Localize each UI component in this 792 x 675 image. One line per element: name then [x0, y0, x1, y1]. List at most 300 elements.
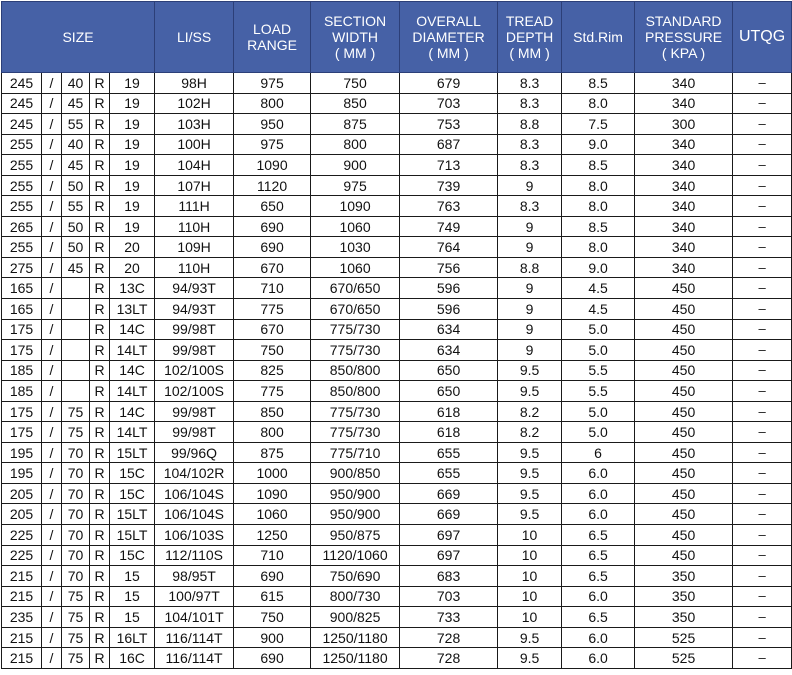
cell-li-ss: 100/97T — [155, 586, 234, 607]
cell-tread-depth: 9 — [498, 299, 562, 320]
cell-slash: / — [42, 196, 62, 217]
cell-utqg: – — [733, 319, 792, 340]
cell-slash: / — [42, 545, 62, 566]
cell-li-ss: 106/104S — [155, 504, 234, 525]
cell-tread-depth: 9.5 — [498, 381, 562, 402]
cell-overall-diameter: 618 — [400, 401, 498, 422]
cell-construction: R — [90, 483, 110, 504]
cell-section-width: 775/730 — [311, 401, 400, 422]
header-std-rim: Std.Rim — [562, 2, 635, 73]
cell-load-range: 750 — [234, 607, 311, 628]
cell-overall-diameter: 596 — [400, 278, 498, 299]
cell-utqg: – — [733, 463, 792, 484]
cell-tread-depth: 9 — [498, 340, 562, 361]
cell-width: 245 — [2, 114, 42, 135]
cell-section-width: 1030 — [311, 237, 400, 258]
cell-width: 255 — [2, 134, 42, 155]
cell-tread-depth: 8.3 — [498, 196, 562, 217]
cell-width: 175 — [2, 422, 42, 443]
cell-load-range: 670 — [234, 257, 311, 278]
cell-li-ss: 99/98T — [155, 422, 234, 443]
cell-utqg: – — [733, 278, 792, 299]
cell-standard-pressure: 450 — [635, 483, 733, 504]
cell-slash: / — [42, 483, 62, 504]
cell-width: 215 — [2, 566, 42, 587]
cell-li-ss: 104H — [155, 155, 234, 176]
cell-construction: R — [90, 586, 110, 607]
cell-slash: / — [42, 237, 62, 258]
cell-tread-depth: 9.5 — [498, 360, 562, 381]
cell-section-width: 775/730 — [311, 422, 400, 443]
cell-section-width: 800 — [311, 134, 400, 155]
cell-slash: / — [42, 155, 62, 176]
cell-li-ss: 111H — [155, 196, 234, 217]
header-overall-diameter: OVERALL DIAMETER ( MM ) — [400, 2, 498, 73]
cell-li-ss: 98/95T — [155, 566, 234, 587]
cell-construction: R — [90, 114, 110, 135]
cell-construction: R — [90, 566, 110, 587]
cell-li-ss: 99/96Q — [155, 442, 234, 463]
cell-std-rim: 9.0 — [562, 257, 635, 278]
cell-section-width: 900/825 — [311, 607, 400, 628]
cell-tread-depth: 10 — [498, 545, 562, 566]
cell-standard-pressure: 340 — [635, 237, 733, 258]
cell-load-range: 650 — [234, 196, 311, 217]
cell-utqg: – — [733, 648, 792, 669]
cell-rim-diameter: 15C — [110, 463, 155, 484]
cell-load-range: 825 — [234, 360, 311, 381]
cell-rim-diameter: 19 — [110, 73, 155, 94]
cell-overall-diameter: 655 — [400, 463, 498, 484]
cell-standard-pressure: 450 — [635, 360, 733, 381]
cell-construction: R — [90, 175, 110, 196]
cell-tread-depth: 8.8 — [498, 257, 562, 278]
table-row — [2, 340, 792, 361]
cell-slash: / — [42, 648, 62, 669]
cell-aspect-ratio — [62, 360, 90, 381]
cell-load-range: 1000 — [234, 463, 311, 484]
cell-std-rim: 6.0 — [562, 463, 635, 484]
cell-standard-pressure: 340 — [635, 257, 733, 278]
cell-standard-pressure: 450 — [635, 381, 733, 402]
cell-aspect-ratio — [62, 340, 90, 361]
cell-utqg: – — [733, 545, 792, 566]
cell-standard-pressure: 340 — [635, 175, 733, 196]
cell-utqg: – — [733, 607, 792, 628]
cell-std-rim: 8.5 — [562, 216, 635, 237]
cell-rim-diameter: 19 — [110, 93, 155, 114]
cell-standard-pressure: 450 — [635, 504, 733, 525]
table-row — [2, 648, 792, 669]
cell-section-width: 950/875 — [311, 525, 400, 546]
cell-std-rim: 5.0 — [562, 340, 635, 361]
cell-rim-diameter: 19 — [110, 196, 155, 217]
cell-slash: / — [42, 360, 62, 381]
cell-li-ss: 110H — [155, 216, 234, 237]
cell-std-rim: 6.0 — [562, 483, 635, 504]
cell-section-width: 800/730 — [311, 586, 400, 607]
cell-rim-diameter: 19 — [110, 134, 155, 155]
cell-load-range: 1060 — [234, 504, 311, 525]
table-row — [2, 627, 792, 648]
cell-aspect-ratio: 55 — [62, 114, 90, 135]
cell-construction: R — [90, 237, 110, 258]
cell-load-range: 670 — [234, 319, 311, 340]
cell-aspect-ratio: 50 — [62, 237, 90, 258]
cell-aspect-ratio: 70 — [62, 442, 90, 463]
cell-load-range: 800 — [234, 422, 311, 443]
table-row — [2, 586, 792, 607]
cell-construction: R — [90, 134, 110, 155]
table-row — [2, 155, 792, 176]
table-row — [2, 175, 792, 196]
cell-std-rim: 7.5 — [562, 114, 635, 135]
cell-overall-diameter: 713 — [400, 155, 498, 176]
cell-std-rim: 6.0 — [562, 627, 635, 648]
cell-load-range: 690 — [234, 566, 311, 587]
cell-overall-diameter: 669 — [400, 504, 498, 525]
cell-width: 185 — [2, 381, 42, 402]
cell-load-range: 690 — [234, 216, 311, 237]
header-load-range: LOAD RANGE — [234, 2, 311, 73]
cell-width: 225 — [2, 525, 42, 546]
cell-tread-depth: 10 — [498, 525, 562, 546]
cell-section-width: 850/800 — [311, 381, 400, 402]
table-row — [2, 93, 792, 114]
cell-li-ss: 102H — [155, 93, 234, 114]
cell-aspect-ratio: 75 — [62, 401, 90, 422]
cell-li-ss: 110H — [155, 257, 234, 278]
cell-width: 245 — [2, 73, 42, 94]
cell-construction: R — [90, 463, 110, 484]
cell-standard-pressure: 350 — [635, 607, 733, 628]
table-row — [2, 566, 792, 587]
cell-standard-pressure: 450 — [635, 299, 733, 320]
cell-aspect-ratio: 55 — [62, 196, 90, 217]
cell-construction: R — [90, 73, 110, 94]
cell-load-range: 975 — [234, 134, 311, 155]
cell-load-range: 975 — [234, 73, 311, 94]
cell-slash: / — [42, 216, 62, 237]
cell-tread-depth: 10 — [498, 607, 562, 628]
cell-slash: / — [42, 586, 62, 607]
cell-load-range: 710 — [234, 278, 311, 299]
cell-aspect-ratio: 75 — [62, 648, 90, 669]
cell-tread-depth: 9.5 — [498, 442, 562, 463]
cell-load-range: 690 — [234, 648, 311, 669]
cell-overall-diameter: 728 — [400, 648, 498, 669]
cell-rim-diameter: 19 — [110, 155, 155, 176]
cell-overall-diameter: 655 — [400, 442, 498, 463]
cell-width: 245 — [2, 93, 42, 114]
cell-rim-diameter: 14C — [110, 319, 155, 340]
cell-aspect-ratio: 75 — [62, 607, 90, 628]
cell-section-width: 950/900 — [311, 483, 400, 504]
cell-width: 185 — [2, 360, 42, 381]
cell-aspect-ratio: 75 — [62, 586, 90, 607]
cell-section-width: 1120/1060 — [311, 545, 400, 566]
cell-width: 275 — [2, 257, 42, 278]
table-row — [2, 73, 792, 94]
cell-section-width: 1090 — [311, 196, 400, 217]
cell-overall-diameter: 669 — [400, 483, 498, 504]
cell-utqg: – — [733, 114, 792, 135]
cell-aspect-ratio: 40 — [62, 73, 90, 94]
table-row — [2, 607, 792, 628]
cell-construction: R — [90, 319, 110, 340]
cell-aspect-ratio: 70 — [62, 566, 90, 587]
tire-spec-table — [1, 1, 792, 669]
cell-utqg: – — [733, 525, 792, 546]
cell-width: 215 — [2, 627, 42, 648]
table-row — [2, 463, 792, 484]
cell-tread-depth: 9.5 — [498, 463, 562, 484]
table-row — [2, 278, 792, 299]
cell-section-width: 775/730 — [311, 319, 400, 340]
cell-li-ss: 109H — [155, 237, 234, 258]
cell-rim-diameter: 15C — [110, 483, 155, 504]
cell-construction: R — [90, 257, 110, 278]
cell-tread-depth: 9 — [498, 237, 562, 258]
cell-standard-pressure: 450 — [635, 319, 733, 340]
cell-std-rim: 5.0 — [562, 319, 635, 340]
cell-li-ss: 107H — [155, 175, 234, 196]
cell-overall-diameter: 728 — [400, 627, 498, 648]
cell-tread-depth: 10 — [498, 566, 562, 587]
cell-std-rim: 8.0 — [562, 196, 635, 217]
table-row — [2, 360, 792, 381]
cell-section-width: 975 — [311, 175, 400, 196]
cell-tread-depth: 8.3 — [498, 93, 562, 114]
cell-utqg: – — [733, 422, 792, 443]
cell-overall-diameter: 683 — [400, 566, 498, 587]
cell-section-width: 775/730 — [311, 340, 400, 361]
cell-slash: / — [42, 422, 62, 443]
cell-width: 205 — [2, 483, 42, 504]
cell-std-rim: 6.0 — [562, 504, 635, 525]
table-body — [2, 73, 792, 669]
cell-tread-depth: 8.3 — [498, 155, 562, 176]
table-row — [2, 114, 792, 135]
table-row — [2, 216, 792, 237]
cell-rim-diameter: 15LT — [110, 504, 155, 525]
cell-standard-pressure: 450 — [635, 525, 733, 546]
cell-slash: / — [42, 566, 62, 587]
cell-aspect-ratio: 75 — [62, 422, 90, 443]
cell-rim-diameter: 15 — [110, 586, 155, 607]
header-size: SIZE — [2, 2, 155, 73]
cell-construction: R — [90, 504, 110, 525]
cell-li-ss: 98H — [155, 73, 234, 94]
table-row — [2, 257, 792, 278]
cell-slash: / — [42, 299, 62, 320]
cell-rim-diameter: 15C — [110, 545, 155, 566]
cell-tread-depth: 9 — [498, 216, 562, 237]
cell-std-rim: 8.0 — [562, 237, 635, 258]
cell-aspect-ratio: 45 — [62, 93, 90, 114]
cell-construction: R — [90, 216, 110, 237]
cell-overall-diameter: 753 — [400, 114, 498, 135]
table-row — [2, 525, 792, 546]
cell-slash: / — [42, 381, 62, 402]
table-row — [2, 299, 792, 320]
cell-std-rim: 6.5 — [562, 545, 635, 566]
cell-width: 255 — [2, 237, 42, 258]
cell-std-rim: 8.0 — [562, 93, 635, 114]
cell-overall-diameter: 687 — [400, 134, 498, 155]
cell-overall-diameter: 650 — [400, 381, 498, 402]
cell-section-width: 850 — [311, 93, 400, 114]
cell-slash: / — [42, 73, 62, 94]
cell-slash: / — [42, 442, 62, 463]
cell-slash: / — [42, 114, 62, 135]
cell-li-ss: 102/100S — [155, 360, 234, 381]
cell-rim-diameter: 13C — [110, 278, 155, 299]
cell-section-width: 1250/1180 — [311, 648, 400, 669]
cell-rim-diameter: 19 — [110, 114, 155, 135]
cell-std-rim: 9.0 — [562, 134, 635, 155]
cell-li-ss: 99/98T — [155, 319, 234, 340]
table-row — [2, 442, 792, 463]
cell-slash: / — [42, 607, 62, 628]
cell-construction: R — [90, 360, 110, 381]
cell-construction: R — [90, 299, 110, 320]
cell-construction: R — [90, 648, 110, 669]
cell-section-width: 750/690 — [311, 566, 400, 587]
cell-std-rim: 5.0 — [562, 401, 635, 422]
cell-standard-pressure: 450 — [635, 340, 733, 361]
cell-standard-pressure: 350 — [635, 586, 733, 607]
cell-slash: / — [42, 401, 62, 422]
cell-width: 205 — [2, 504, 42, 525]
cell-load-range: 775 — [234, 299, 311, 320]
cell-rim-diameter: 13LT — [110, 299, 155, 320]
cell-load-range: 1090 — [234, 155, 311, 176]
cell-overall-diameter: 618 — [400, 422, 498, 443]
cell-std-rim: 6.5 — [562, 525, 635, 546]
cell-overall-diameter: 650 — [400, 360, 498, 381]
cell-rim-diameter: 14LT — [110, 422, 155, 443]
cell-utqg: – — [733, 93, 792, 114]
cell-utqg: – — [733, 155, 792, 176]
cell-load-range: 710 — [234, 545, 311, 566]
table-row — [2, 319, 792, 340]
cell-rim-diameter: 20 — [110, 257, 155, 278]
table-row — [2, 545, 792, 566]
cell-construction: R — [90, 442, 110, 463]
header-li-ss: LI/SS — [155, 2, 234, 73]
cell-width: 195 — [2, 463, 42, 484]
table-row — [2, 237, 792, 258]
cell-standard-pressure: 450 — [635, 463, 733, 484]
table-row — [2, 422, 792, 443]
cell-load-range: 800 — [234, 93, 311, 114]
cell-std-rim: 4.5 — [562, 278, 635, 299]
cell-construction: R — [90, 93, 110, 114]
cell-width: 175 — [2, 340, 42, 361]
cell-standard-pressure: 525 — [635, 648, 733, 669]
cell-utqg: – — [733, 196, 792, 217]
cell-utqg: – — [733, 73, 792, 94]
cell-construction: R — [90, 422, 110, 443]
cell-utqg: – — [733, 627, 792, 648]
cell-load-range: 950 — [234, 114, 311, 135]
cell-section-width: 850/800 — [311, 360, 400, 381]
cell-utqg: – — [733, 175, 792, 196]
cell-aspect-ratio: 70 — [62, 483, 90, 504]
cell-slash: / — [42, 319, 62, 340]
cell-width: 215 — [2, 648, 42, 669]
cell-slash: / — [42, 627, 62, 648]
cell-load-range: 1090 — [234, 483, 311, 504]
cell-utqg: – — [733, 504, 792, 525]
cell-li-ss: 94/93T — [155, 299, 234, 320]
cell-construction: R — [90, 627, 110, 648]
cell-standard-pressure: 450 — [635, 401, 733, 422]
cell-load-range: 1120 — [234, 175, 311, 196]
cell-rim-diameter: 14C — [110, 360, 155, 381]
cell-overall-diameter: 733 — [400, 607, 498, 628]
cell-load-range: 850 — [234, 401, 311, 422]
cell-li-ss: 100H — [155, 134, 234, 155]
cell-tread-depth: 9 — [498, 319, 562, 340]
cell-std-rim: 6.0 — [562, 648, 635, 669]
cell-construction: R — [90, 196, 110, 217]
header-standard-pressure: STANDARD PRESSURE ( KPA ) — [635, 2, 733, 73]
cell-overall-diameter: 764 — [400, 237, 498, 258]
cell-tread-depth: 10 — [498, 586, 562, 607]
header-tread-depth: TREAD DEPTH ( MM ) — [498, 2, 562, 73]
cell-standard-pressure: 525 — [635, 627, 733, 648]
cell-section-width: 875 — [311, 114, 400, 135]
header-row — [2, 2, 792, 73]
cell-utqg: – — [733, 401, 792, 422]
cell-slash: / — [42, 340, 62, 361]
cell-aspect-ratio: 45 — [62, 257, 90, 278]
cell-overall-diameter: 679 — [400, 73, 498, 94]
header-utqg: UTQG — [733, 2, 792, 73]
cell-aspect-ratio: 70 — [62, 545, 90, 566]
cell-std-rim: 5.5 — [562, 360, 635, 381]
cell-construction: R — [90, 155, 110, 176]
cell-width: 215 — [2, 586, 42, 607]
cell-width: 175 — [2, 401, 42, 422]
cell-width: 255 — [2, 155, 42, 176]
cell-tread-depth: 8.2 — [498, 401, 562, 422]
cell-std-rim: 6.0 — [562, 586, 635, 607]
cell-width: 165 — [2, 278, 42, 299]
cell-standard-pressure: 450 — [635, 442, 733, 463]
cell-width: 235 — [2, 607, 42, 628]
table-row — [2, 381, 792, 402]
cell-standard-pressure: 450 — [635, 422, 733, 443]
cell-tread-depth: 9.5 — [498, 627, 562, 648]
cell-standard-pressure: 340 — [635, 134, 733, 155]
cell-rim-diameter: 15LT — [110, 442, 155, 463]
cell-tread-depth: 8.3 — [498, 73, 562, 94]
cell-aspect-ratio — [62, 381, 90, 402]
cell-construction: R — [90, 607, 110, 628]
cell-standard-pressure: 340 — [635, 196, 733, 217]
cell-standard-pressure: 340 — [635, 216, 733, 237]
table-row — [2, 483, 792, 504]
cell-construction: R — [90, 340, 110, 361]
cell-utqg: – — [733, 442, 792, 463]
cell-std-rim: 6.5 — [562, 566, 635, 587]
cell-utqg: – — [733, 237, 792, 258]
cell-slash: / — [42, 278, 62, 299]
cell-tread-depth: 9.5 — [498, 483, 562, 504]
